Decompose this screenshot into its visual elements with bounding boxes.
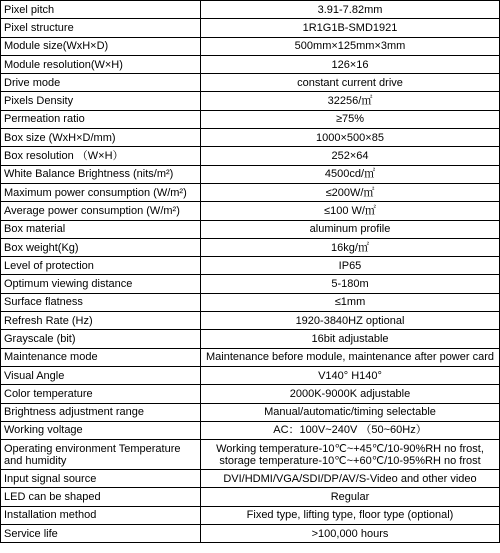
table-row <box>1 257 500 275</box>
table-row <box>1 385 500 403</box>
row-parameter: Refresh Rate (Hz) <box>1 312 201 330</box>
row-value: constant current drive <box>201 74 500 92</box>
row-value: 500mm×125mm×3mm <box>201 37 500 55</box>
row-value: 252×64 <box>201 147 500 165</box>
table-row <box>1 55 500 73</box>
table-row <box>1 183 500 201</box>
table-row <box>1 110 500 128</box>
row-value: 5-180m <box>201 275 500 293</box>
row-parameter <box>1 440 201 470</box>
row-value-line: Working temperature-10℃~+45℃/10-90%RH no frost, <box>216 442 484 455</box>
row-value: Maintenance before module, maintenance after power card <box>201 348 500 366</box>
row-parameter: Pixel pitch <box>1 1 201 19</box>
row-value: 1920-3840HZ optional <box>201 312 500 330</box>
table-row <box>1 37 500 55</box>
row-parameter: Surface flatness <box>1 293 201 311</box>
row-value: ≤200W/㎡ <box>201 183 500 201</box>
row-parameter: Visual Angle <box>1 366 201 384</box>
row-parameter: Brightness adjustment range <box>1 403 201 421</box>
row-parameter: Pixels Density <box>1 92 201 110</box>
row-value: V140° H140° <box>201 366 500 384</box>
row-value: 32256/㎡ <box>201 92 500 110</box>
row-parameter-line: and humidity <box>4 454 67 467</box>
row-parameter: Permeation ratio <box>1 110 201 128</box>
row-value: 16kg/㎡ <box>201 238 500 256</box>
row-value: 3.91-7.82mm <box>201 1 500 19</box>
row-parameter: Box size (WxH×D/mm) <box>1 129 201 147</box>
table-row <box>1 275 500 293</box>
row-value: 16bit adjustable <box>201 330 500 348</box>
row-value: Manual/automatic/timing selectable <box>201 403 500 421</box>
row-parameter: Module resolution(W×H) <box>1 55 201 73</box>
row-parameter: Box resolution （W×H） <box>1 147 201 165</box>
row-parameter: Grayscale (bit) <box>1 330 201 348</box>
table-row <box>1 525 500 543</box>
row-parameter: Maintenance mode <box>1 348 201 366</box>
row-parameter: LED can be shaped <box>1 488 201 506</box>
row-parameter: Working voltage <box>1 421 201 439</box>
table-row <box>1 366 500 384</box>
row-parameter: Box weight(Kg) <box>1 238 201 256</box>
table-row <box>1 129 500 147</box>
table-row <box>1 330 500 348</box>
table-row <box>1 488 500 506</box>
row-value: ≤100 W/㎡ <box>201 202 500 220</box>
row-value: ≤1mm <box>201 293 500 311</box>
row-parameter: Color temperature <box>1 385 201 403</box>
row-parameter: Installation method <box>1 506 201 524</box>
row-parameter-line: Operating environment Temperature <box>4 442 181 455</box>
table-row <box>1 74 500 92</box>
row-value-line: storage temperature-10℃~+60℃/10-95%RH no frost <box>219 454 481 467</box>
row-value: aluminum profile <box>201 220 500 238</box>
row-value: AC：100V~240V （50~60Hz） <box>201 421 500 439</box>
table-row <box>1 202 500 220</box>
row-parameter: Service life <box>1 525 201 543</box>
table-row <box>1 220 500 238</box>
table-row <box>1 238 500 256</box>
row-value: Regular <box>201 488 500 506</box>
row-value: Fixed type, lifting type, floor type (optional) <box>201 506 500 524</box>
table-row <box>1 470 500 488</box>
row-value: 1R1G1B-SMD1921 <box>201 19 500 37</box>
row-value: >100,000 hours <box>201 525 500 543</box>
table-row <box>1 440 500 470</box>
table-row <box>1 293 500 311</box>
row-parameter: Optimum viewing distance <box>1 275 201 293</box>
table-row <box>1 421 500 439</box>
row-value: 1000×500×85 <box>201 129 500 147</box>
row-parameter: Drive mode <box>1 74 201 92</box>
table-row <box>1 19 500 37</box>
row-value: DVI/HDMI/VGA/SDI/DP/AV/S-Video and other video <box>201 470 500 488</box>
table-row <box>1 165 500 183</box>
row-parameter: Module size(WxH×D) <box>1 37 201 55</box>
row-value: 126×16 <box>201 55 500 73</box>
row-value <box>201 440 500 470</box>
row-value: 2000K-9000K adjustable <box>201 385 500 403</box>
specification-rows <box>1 1 500 543</box>
table-row <box>1 506 500 524</box>
row-value: ≥75% <box>201 110 500 128</box>
row-parameter: Pixel structure <box>1 19 201 37</box>
table-row <box>1 92 500 110</box>
table-row <box>1 312 500 330</box>
row-parameter: Average power consumption (W/m²) <box>1 202 201 220</box>
row-parameter: Input signal source <box>1 470 201 488</box>
table-row <box>1 403 500 421</box>
table-row <box>1 348 500 366</box>
row-parameter: Level of protection <box>1 257 201 275</box>
table-row <box>1 1 500 19</box>
table-row <box>1 147 500 165</box>
row-parameter: Maximum power consumption (W/m²) <box>1 183 201 201</box>
row-value: 4500cd/㎡ <box>201 165 500 183</box>
row-value: IP65 <box>201 257 500 275</box>
row-parameter: White Balance Brightness (nits/m²) <box>1 165 201 183</box>
row-parameter: Box material <box>1 220 201 238</box>
